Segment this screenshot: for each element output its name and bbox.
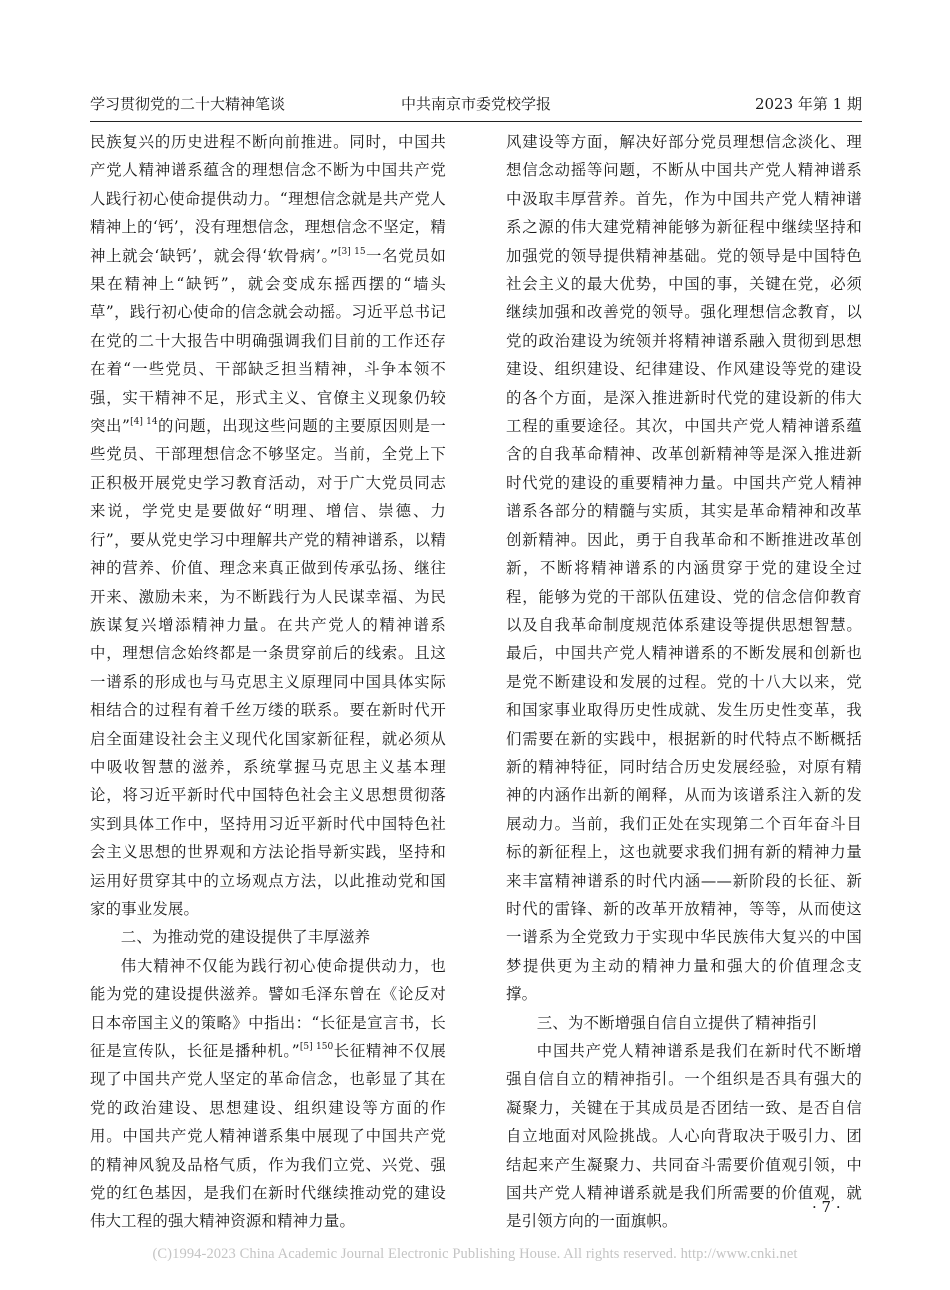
paragraph xyxy=(90,128,446,923)
paragraph-text: 二、为推动党的建设提供了丰厚滋养 xyxy=(120,928,371,947)
running-header xyxy=(90,93,862,117)
header-rule xyxy=(90,121,862,122)
paragraph-text: 伟大精神不仅能为践行初心使命提供动力，也能为党的建设提供滋养。譬如毛泽东曾在《论反对日本帝国主义的策略》中指出：“长征是宣言书，长征是宣传队，长征是播种机。” xyxy=(90,956,446,1060)
citation-ref: [3] 15 xyxy=(337,246,366,257)
header-column-title: 学习贯彻党的二十大精神笔谈 xyxy=(90,95,286,113)
paragraph xyxy=(90,952,446,1233)
section-heading xyxy=(90,923,446,951)
page-number: · 7 · xyxy=(812,1198,841,1216)
copyright-footer: (C)1994-2023 China Academic Journal Electronic Publishing House. All rights reserved. http://www.cnki.net xyxy=(152,1246,798,1262)
paragraph xyxy=(506,1037,862,1233)
citation-ref: [4] 14 xyxy=(130,416,158,427)
paragraph-text: 三、为不断增强自信自立提供了精神指引 xyxy=(536,1013,818,1032)
header-issue: 2023 年第 1 期 xyxy=(754,95,862,113)
paragraph-text: 风建设等方面，解决好部分党员理想信念淡化、理想信念动摇等问题，不断从中国共产党人精神谱系中汲取丰厚营养。首先，作为中国共产党人精神谱系之源的伟大建党精神能够为新征程中继续坚持和加强党的领导提供精神基础。党的领导是中国特色社会主义的最大优势，中国的事，关键在党，必须继续加强和改善党的领导。强化理想信念教育，以党的政治建设为统领并将精神谱系融入贯彻到思想建设、组织建设、纪律建设、作风建设等党的建设的各个方面，是深入推进新时代党的建设新的伟大工程的重要途径。其次，中国共产党人精神谱系蕴含的自我革命精神、改革创新精神等是深入推进新时代党的建设的重要精神力量。中国共产党人精神谱系各部分的精髓与实质，其实是革命精神和改革创新精神。因此，勇于自我革命和不断推进改革创新，不断将精神谱系的内涵贯穿于党的建设全过程，能够为党的干部队伍建设、党的信念信仰教育以及自我革命制度规范体系建设等提供思想智慧。最后，中国共产党人精神谱系的不断发展和创新也是党不断建设和发展的过程。党的十八大以来，党和国家事业取得历史性成就、发生历史性变革，我们需要在新的实践中，根据新的时代特点不断概括新的精神特征，同时结合历史发展经验，对原有精神的内涵作出新的阐释，从而为该谱系注入新的发展动力。当前，我们正处在实现第二个百年奋斗目标的新征程上，这也就要求我们拥有新的精神力量来丰富精神谱系的时代内涵——新阶段的长征、新时代的雷锋、新的改革开放精神，等等，从而使这一谱系为全党致力于实现中华民族伟大复兴的中国梦提供更为主动的精神力量和强大的价值理念支撑。 xyxy=(506,133,862,1004)
paragraph-text: 中国共产党人精神谱系是我们在新时代不断增强自信自立的精神指引。一个组织是否具有强大的凝聚力，关键在于其成员是否团结一致、是否自信自立地面对风险挑战。人心向背取决于吸引力、团结起来产生凝聚力、共同奋斗需要价值观引领，中国共产党人精神谱系就是我们所需要的价值观，就是引领方向的一面旗帜。 xyxy=(506,1042,862,1231)
section-heading xyxy=(506,1009,862,1037)
paragraph-text: 民族复兴的历史进程不断向前推进。同时，中国共产党人精神谱系蕴含的理想信念不断为中国共产党人践行初心使命提供动力。“理想信念就是共产党人精神上的‘钙’，没有理想信念，理想信念不坚定，精神上就会‘缺钙’，就会得‘软骨病’。” xyxy=(90,133,446,265)
left-text-column xyxy=(90,128,446,1233)
citation-ref: [5] 150 xyxy=(299,1041,334,1052)
right-text-column xyxy=(506,128,862,1233)
paragraph xyxy=(506,128,862,1009)
paragraph-text: 的问题，出现这些问题的主要原因则是一些党员、干部理想信念不够坚定。当前，全党上下正积极开展党史学习教育活动，对于广大党员同志来说，学党史是要做好“明理、增信、崇德、力行”，要从党史学习中理解共产党的精神谱系，以精神的营养、价值、理念来真正做到传承弘扬、继往开来、激励未来，为不断践行为人民谋幸福、为民族谋复兴增添精神力量。在共产党人的精神谱系中，理想信念始终都是一条贯穿前后的线索。且这一谱系的形成也与马克思主义原理同中国具体实际相结合的过程有着千丝万缕的联系。要在新时代开启全面建设社会主义现代化国家新征程，就必须从中吸收智慧的滋养，系统掌握马克思主义基本理论，将习近平新时代中国特色社会主义思想贯彻落实到具体工作中，坚持用习近平新时代中国特色社会主义思想的世界观和方法论指导新实践，坚持和运用好贯穿其中的立场观点方法，以此推动党和国家的事业发展。 xyxy=(90,417,446,918)
paragraph-text: 一名党员如果在精神上“缺钙”，就会变成东摇西摆的“墙头草”，践行初心使命的信念就会动摇。习近平总书记在党的二十大报告中明确强调我们目前的工作还存在着“一些党员、干部缺乏担当精神，斗争本领不强，实干精神不足，形式主义、官僚主义现象仍较突出” xyxy=(90,246,446,436)
header-journal-name: 中共南京市委党校学报 xyxy=(400,95,552,113)
paragraph-text: 长征精神不仅展现了中国共产党人坚定的革命信念，也彰显了其在党的政治建设、思想建设、组织建设等方面的作用。中国共产党人精神谱系集中展现了中国共产党的精神风貌及品格气质，作为我们立党、兴党、强党的红色基因，是我们在新时代继续推动党的建设伟大工程的强大精神资源和精神力量。 xyxy=(90,1042,446,1231)
